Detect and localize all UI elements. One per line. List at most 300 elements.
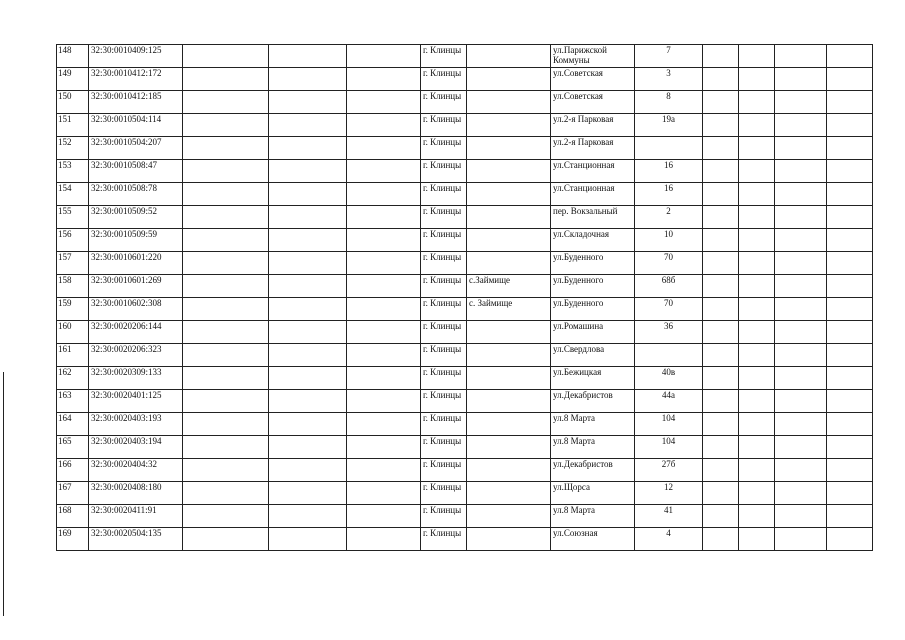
- empty-cell: [739, 344, 775, 367]
- empty-cell: [269, 45, 347, 68]
- empty-cell: [775, 413, 827, 436]
- empty-cell: [703, 298, 739, 321]
- page-edge-mark: [3, 372, 4, 616]
- city-cell: г. Клинцы: [421, 275, 467, 298]
- row-number: 150: [57, 91, 89, 114]
- table-row: [57, 367, 873, 390]
- city-cell: г. Клинцы: [421, 160, 467, 183]
- house-number: 68б: [635, 275, 703, 298]
- empty-cell: [183, 344, 269, 367]
- empty-cell: [269, 390, 347, 413]
- empty-cell: [739, 505, 775, 528]
- empty-cell: [703, 160, 739, 183]
- city-cell: г. Клинцы: [421, 137, 467, 160]
- empty-cell: [269, 528, 347, 551]
- settlement-cell: [467, 183, 551, 206]
- row-number: 158: [57, 275, 89, 298]
- cadastral-number: 32:30:0010412:172: [89, 68, 183, 91]
- empty-cell: [269, 344, 347, 367]
- table-row: [57, 390, 873, 413]
- row-number: 153: [57, 160, 89, 183]
- empty-cell: [347, 505, 421, 528]
- empty-cell: [269, 482, 347, 505]
- settlement-cell: [467, 321, 551, 344]
- table-row: [57, 344, 873, 367]
- empty-cell: [703, 390, 739, 413]
- house-number: 70: [635, 298, 703, 321]
- city-cell: г. Клинцы: [421, 45, 467, 68]
- city-cell: г. Клинцы: [421, 229, 467, 252]
- house-number: 41: [635, 505, 703, 528]
- cadastral-number: 32:30:0020404:32: [89, 459, 183, 482]
- empty-cell: [183, 91, 269, 114]
- empty-cell: [183, 183, 269, 206]
- empty-cell: [183, 252, 269, 275]
- table-row: [57, 436, 873, 459]
- house-number: 19а: [635, 114, 703, 137]
- empty-cell: [775, 436, 827, 459]
- empty-cell: [347, 298, 421, 321]
- street-cell: ул.Парижской Коммуны: [551, 45, 635, 68]
- house-number: 4: [635, 528, 703, 551]
- empty-cell: [347, 137, 421, 160]
- table-row: [57, 45, 873, 68]
- empty-cell: [827, 344, 873, 367]
- city-cell: г. Клинцы: [421, 482, 467, 505]
- house-number: 8: [635, 91, 703, 114]
- empty-cell: [183, 505, 269, 528]
- street-cell: пер. Вокзальный: [551, 206, 635, 229]
- empty-cell: [183, 459, 269, 482]
- empty-cell: [269, 459, 347, 482]
- empty-cell: [739, 252, 775, 275]
- table-row: [57, 298, 873, 321]
- empty-cell: [269, 321, 347, 344]
- empty-cell: [347, 91, 421, 114]
- empty-cell: [739, 436, 775, 459]
- street-cell: ул.Декабристов: [551, 459, 635, 482]
- city-cell: г. Клинцы: [421, 91, 467, 114]
- empty-cell: [347, 482, 421, 505]
- row-number: 161: [57, 344, 89, 367]
- empty-cell: [269, 114, 347, 137]
- row-number: 154: [57, 183, 89, 206]
- empty-cell: [827, 229, 873, 252]
- table-row: [57, 459, 873, 482]
- city-cell: г. Клинцы: [421, 390, 467, 413]
- cadastral-number: 32:30:0010412:185: [89, 91, 183, 114]
- empty-cell: [827, 160, 873, 183]
- empty-cell: [269, 367, 347, 390]
- empty-cell: [347, 390, 421, 413]
- street-cell: ул.Буденного: [551, 252, 635, 275]
- settlement-cell: [467, 252, 551, 275]
- empty-cell: [183, 413, 269, 436]
- settlement-cell: [467, 229, 551, 252]
- empty-cell: [183, 68, 269, 91]
- city-cell: г. Клинцы: [421, 528, 467, 551]
- cadastral-number: 32:30:0010602:308: [89, 298, 183, 321]
- house-number: [635, 344, 703, 367]
- empty-cell: [703, 68, 739, 91]
- house-number: 70: [635, 252, 703, 275]
- street-cell: ул.Буденного: [551, 275, 635, 298]
- city-cell: г. Клинцы: [421, 68, 467, 91]
- cadastral-number: 32:30:0020309:133: [89, 367, 183, 390]
- settlement-cell: [467, 45, 551, 68]
- empty-cell: [347, 68, 421, 91]
- empty-cell: [269, 183, 347, 206]
- row-number: 157: [57, 252, 89, 275]
- empty-cell: [775, 459, 827, 482]
- empty-cell: [269, 137, 347, 160]
- empty-cell: [775, 321, 827, 344]
- table-row: [57, 413, 873, 436]
- empty-cell: [827, 137, 873, 160]
- empty-cell: [269, 229, 347, 252]
- empty-cell: [739, 160, 775, 183]
- street-cell: ул.Щорса: [551, 482, 635, 505]
- empty-cell: [703, 436, 739, 459]
- house-number: 12: [635, 482, 703, 505]
- settlement-cell: [467, 390, 551, 413]
- empty-cell: [739, 528, 775, 551]
- empty-cell: [775, 206, 827, 229]
- empty-cell: [269, 413, 347, 436]
- street-cell: ул.Советская: [551, 68, 635, 91]
- cadastral-number: 32:30:0020504:135: [89, 528, 183, 551]
- empty-cell: [183, 114, 269, 137]
- settlement-cell: [467, 528, 551, 551]
- empty-cell: [827, 459, 873, 482]
- empty-cell: [775, 390, 827, 413]
- street-cell: ул.Советская: [551, 91, 635, 114]
- empty-cell: [827, 390, 873, 413]
- house-number: 36: [635, 321, 703, 344]
- empty-cell: [827, 413, 873, 436]
- cadastral-number: 32:30:0010509:52: [89, 206, 183, 229]
- empty-cell: [269, 505, 347, 528]
- cadastral-number: 32:30:0020408:180: [89, 482, 183, 505]
- empty-cell: [775, 367, 827, 390]
- empty-cell: [827, 321, 873, 344]
- settlement-cell: [467, 505, 551, 528]
- street-cell: ул.Ромашина: [551, 321, 635, 344]
- empty-cell: [739, 68, 775, 91]
- registry-table: [56, 44, 873, 551]
- empty-cell: [739, 229, 775, 252]
- empty-cell: [775, 528, 827, 551]
- street-cell: ул.8 Марта: [551, 505, 635, 528]
- empty-cell: [183, 275, 269, 298]
- city-cell: г. Клинцы: [421, 459, 467, 482]
- row-number: 169: [57, 528, 89, 551]
- house-number: 16: [635, 160, 703, 183]
- row-number: 156: [57, 229, 89, 252]
- empty-cell: [775, 252, 827, 275]
- street-cell: ул.Складочная: [551, 229, 635, 252]
- row-number: 152: [57, 137, 89, 160]
- empty-cell: [827, 298, 873, 321]
- empty-cell: [827, 114, 873, 137]
- empty-cell: [183, 390, 269, 413]
- street-cell: ул.Бежицкая: [551, 367, 635, 390]
- settlement-cell: с.Займище: [467, 275, 551, 298]
- cadastral-number: 32:30:0010508:78: [89, 183, 183, 206]
- table-row: [57, 528, 873, 551]
- street-cell: ул.Станционная: [551, 183, 635, 206]
- empty-cell: [775, 229, 827, 252]
- empty-cell: [827, 505, 873, 528]
- cadastral-number: 32:30:0010504:207: [89, 137, 183, 160]
- empty-cell: [183, 137, 269, 160]
- empty-cell: [347, 114, 421, 137]
- city-cell: г. Клинцы: [421, 114, 467, 137]
- empty-cell: [775, 160, 827, 183]
- city-cell: г. Клинцы: [421, 183, 467, 206]
- empty-cell: [703, 528, 739, 551]
- empty-cell: [347, 160, 421, 183]
- empty-cell: [775, 505, 827, 528]
- empty-cell: [775, 68, 827, 91]
- table-row: [57, 321, 873, 344]
- empty-cell: [347, 229, 421, 252]
- house-number: 10: [635, 229, 703, 252]
- table-row: [57, 275, 873, 298]
- empty-cell: [827, 183, 873, 206]
- empty-cell: [269, 206, 347, 229]
- empty-cell: [347, 275, 421, 298]
- empty-cell: [703, 229, 739, 252]
- table-row: [57, 229, 873, 252]
- empty-cell: [739, 206, 775, 229]
- row-number: 160: [57, 321, 89, 344]
- empty-cell: [703, 252, 739, 275]
- empty-cell: [775, 137, 827, 160]
- empty-cell: [739, 275, 775, 298]
- empty-cell: [183, 206, 269, 229]
- empty-cell: [703, 505, 739, 528]
- house-number: 104: [635, 413, 703, 436]
- table-row: [57, 160, 873, 183]
- empty-cell: [827, 68, 873, 91]
- city-cell: г. Клинцы: [421, 505, 467, 528]
- street-cell: ул.Декабристов: [551, 390, 635, 413]
- empty-cell: [347, 459, 421, 482]
- street-cell: ул.Союзная: [551, 528, 635, 551]
- street-cell: ул.Свердлова: [551, 344, 635, 367]
- table-row: [57, 252, 873, 275]
- empty-cell: [183, 482, 269, 505]
- table-row: [57, 183, 873, 206]
- cadastral-number: 32:30:0010509:59: [89, 229, 183, 252]
- street-cell: ул.8 Марта: [551, 413, 635, 436]
- empty-cell: [183, 45, 269, 68]
- settlement-cell: [467, 459, 551, 482]
- empty-cell: [775, 482, 827, 505]
- table-row: [57, 137, 873, 160]
- cadastral-number: 32:30:0020403:193: [89, 413, 183, 436]
- house-number: 27б: [635, 459, 703, 482]
- empty-cell: [183, 321, 269, 344]
- empty-cell: [183, 160, 269, 183]
- settlement-cell: [467, 482, 551, 505]
- row-number: 162: [57, 367, 89, 390]
- empty-cell: [347, 413, 421, 436]
- empty-cell: [347, 45, 421, 68]
- empty-cell: [703, 45, 739, 68]
- cadastral-number: 32:30:0010504:114: [89, 114, 183, 137]
- settlement-cell: с. Займище: [467, 298, 551, 321]
- cadastral-number: 32:30:0020401:125: [89, 390, 183, 413]
- settlement-cell: [467, 413, 551, 436]
- empty-cell: [739, 459, 775, 482]
- settlement-cell: [467, 114, 551, 137]
- empty-cell: [269, 436, 347, 459]
- empty-cell: [827, 367, 873, 390]
- empty-cell: [269, 160, 347, 183]
- house-number: 3: [635, 68, 703, 91]
- empty-cell: [347, 252, 421, 275]
- row-number: 148: [57, 45, 89, 68]
- empty-cell: [183, 298, 269, 321]
- house-number: 104: [635, 436, 703, 459]
- empty-cell: [347, 528, 421, 551]
- street-cell: ул.2-я Парковая: [551, 114, 635, 137]
- city-cell: г. Клинцы: [421, 413, 467, 436]
- cadastral-number: 32:30:0020206:323: [89, 344, 183, 367]
- empty-cell: [347, 183, 421, 206]
- empty-cell: [739, 298, 775, 321]
- house-number: 40в: [635, 367, 703, 390]
- settlement-cell: [467, 91, 551, 114]
- street-cell: ул.8 Марта: [551, 436, 635, 459]
- empty-cell: [703, 91, 739, 114]
- empty-cell: [703, 482, 739, 505]
- empty-cell: [827, 91, 873, 114]
- settlement-cell: [467, 68, 551, 91]
- cadastral-number: 32:30:0010601:269: [89, 275, 183, 298]
- empty-cell: [703, 206, 739, 229]
- empty-cell: [347, 344, 421, 367]
- empty-cell: [347, 321, 421, 344]
- house-number: 2: [635, 206, 703, 229]
- city-cell: г. Клинцы: [421, 344, 467, 367]
- empty-cell: [703, 114, 739, 137]
- empty-cell: [775, 275, 827, 298]
- empty-cell: [183, 528, 269, 551]
- street-cell: ул.Станционная: [551, 160, 635, 183]
- house-number: 44а: [635, 390, 703, 413]
- empty-cell: [703, 137, 739, 160]
- empty-cell: [703, 413, 739, 436]
- table-row: [57, 505, 873, 528]
- empty-cell: [183, 436, 269, 459]
- empty-cell: [739, 390, 775, 413]
- settlement-cell: [467, 436, 551, 459]
- empty-cell: [739, 367, 775, 390]
- empty-cell: [347, 367, 421, 390]
- city-cell: г. Клинцы: [421, 252, 467, 275]
- settlement-cell: [467, 160, 551, 183]
- row-number: 168: [57, 505, 89, 528]
- cadastral-number: 32:30:0020403:194: [89, 436, 183, 459]
- empty-cell: [703, 344, 739, 367]
- registry-body: [57, 45, 873, 551]
- empty-cell: [775, 114, 827, 137]
- empty-cell: [739, 183, 775, 206]
- row-number: 155: [57, 206, 89, 229]
- empty-cell: [183, 229, 269, 252]
- empty-cell: [739, 321, 775, 344]
- empty-cell: [269, 68, 347, 91]
- settlement-cell: [467, 137, 551, 160]
- table-row: [57, 68, 873, 91]
- empty-cell: [739, 114, 775, 137]
- row-number: 166: [57, 459, 89, 482]
- table-row: [57, 91, 873, 114]
- table-row: [57, 206, 873, 229]
- house-number: 16: [635, 183, 703, 206]
- empty-cell: [827, 45, 873, 68]
- empty-cell: [739, 91, 775, 114]
- settlement-cell: [467, 344, 551, 367]
- row-number: 167: [57, 482, 89, 505]
- table-row: [57, 482, 873, 505]
- empty-cell: [827, 528, 873, 551]
- empty-cell: [827, 482, 873, 505]
- empty-cell: [739, 413, 775, 436]
- city-cell: г. Клинцы: [421, 298, 467, 321]
- empty-cell: [775, 91, 827, 114]
- empty-cell: [827, 252, 873, 275]
- row-number: 149: [57, 68, 89, 91]
- city-cell: г. Клинцы: [421, 321, 467, 344]
- row-number: 163: [57, 390, 89, 413]
- cadastral-number: 32:30:0010601:220: [89, 252, 183, 275]
- empty-cell: [775, 183, 827, 206]
- empty-cell: [827, 436, 873, 459]
- empty-cell: [703, 183, 739, 206]
- empty-cell: [827, 206, 873, 229]
- street-cell: ул.2-я Парковая: [551, 137, 635, 160]
- cadastral-number: 32:30:0010409:125: [89, 45, 183, 68]
- city-cell: г. Клинцы: [421, 436, 467, 459]
- empty-cell: [703, 321, 739, 344]
- empty-cell: [269, 252, 347, 275]
- city-cell: г. Клинцы: [421, 367, 467, 390]
- empty-cell: [775, 298, 827, 321]
- empty-cell: [703, 459, 739, 482]
- row-number: 151: [57, 114, 89, 137]
- row-number: 164: [57, 413, 89, 436]
- empty-cell: [183, 367, 269, 390]
- empty-cell: [827, 275, 873, 298]
- city-cell: г. Клинцы: [421, 206, 467, 229]
- table-row: [57, 114, 873, 137]
- empty-cell: [775, 344, 827, 367]
- house-number: 7: [635, 45, 703, 68]
- empty-cell: [739, 45, 775, 68]
- empty-cell: [269, 91, 347, 114]
- empty-cell: [703, 275, 739, 298]
- cadastral-number: 32:30:0010508:47: [89, 160, 183, 183]
- street-cell: ул.Буденного: [551, 298, 635, 321]
- empty-cell: [703, 367, 739, 390]
- settlement-cell: [467, 367, 551, 390]
- cadastral-number: 32:30:0020206:144: [89, 321, 183, 344]
- empty-cell: [775, 45, 827, 68]
